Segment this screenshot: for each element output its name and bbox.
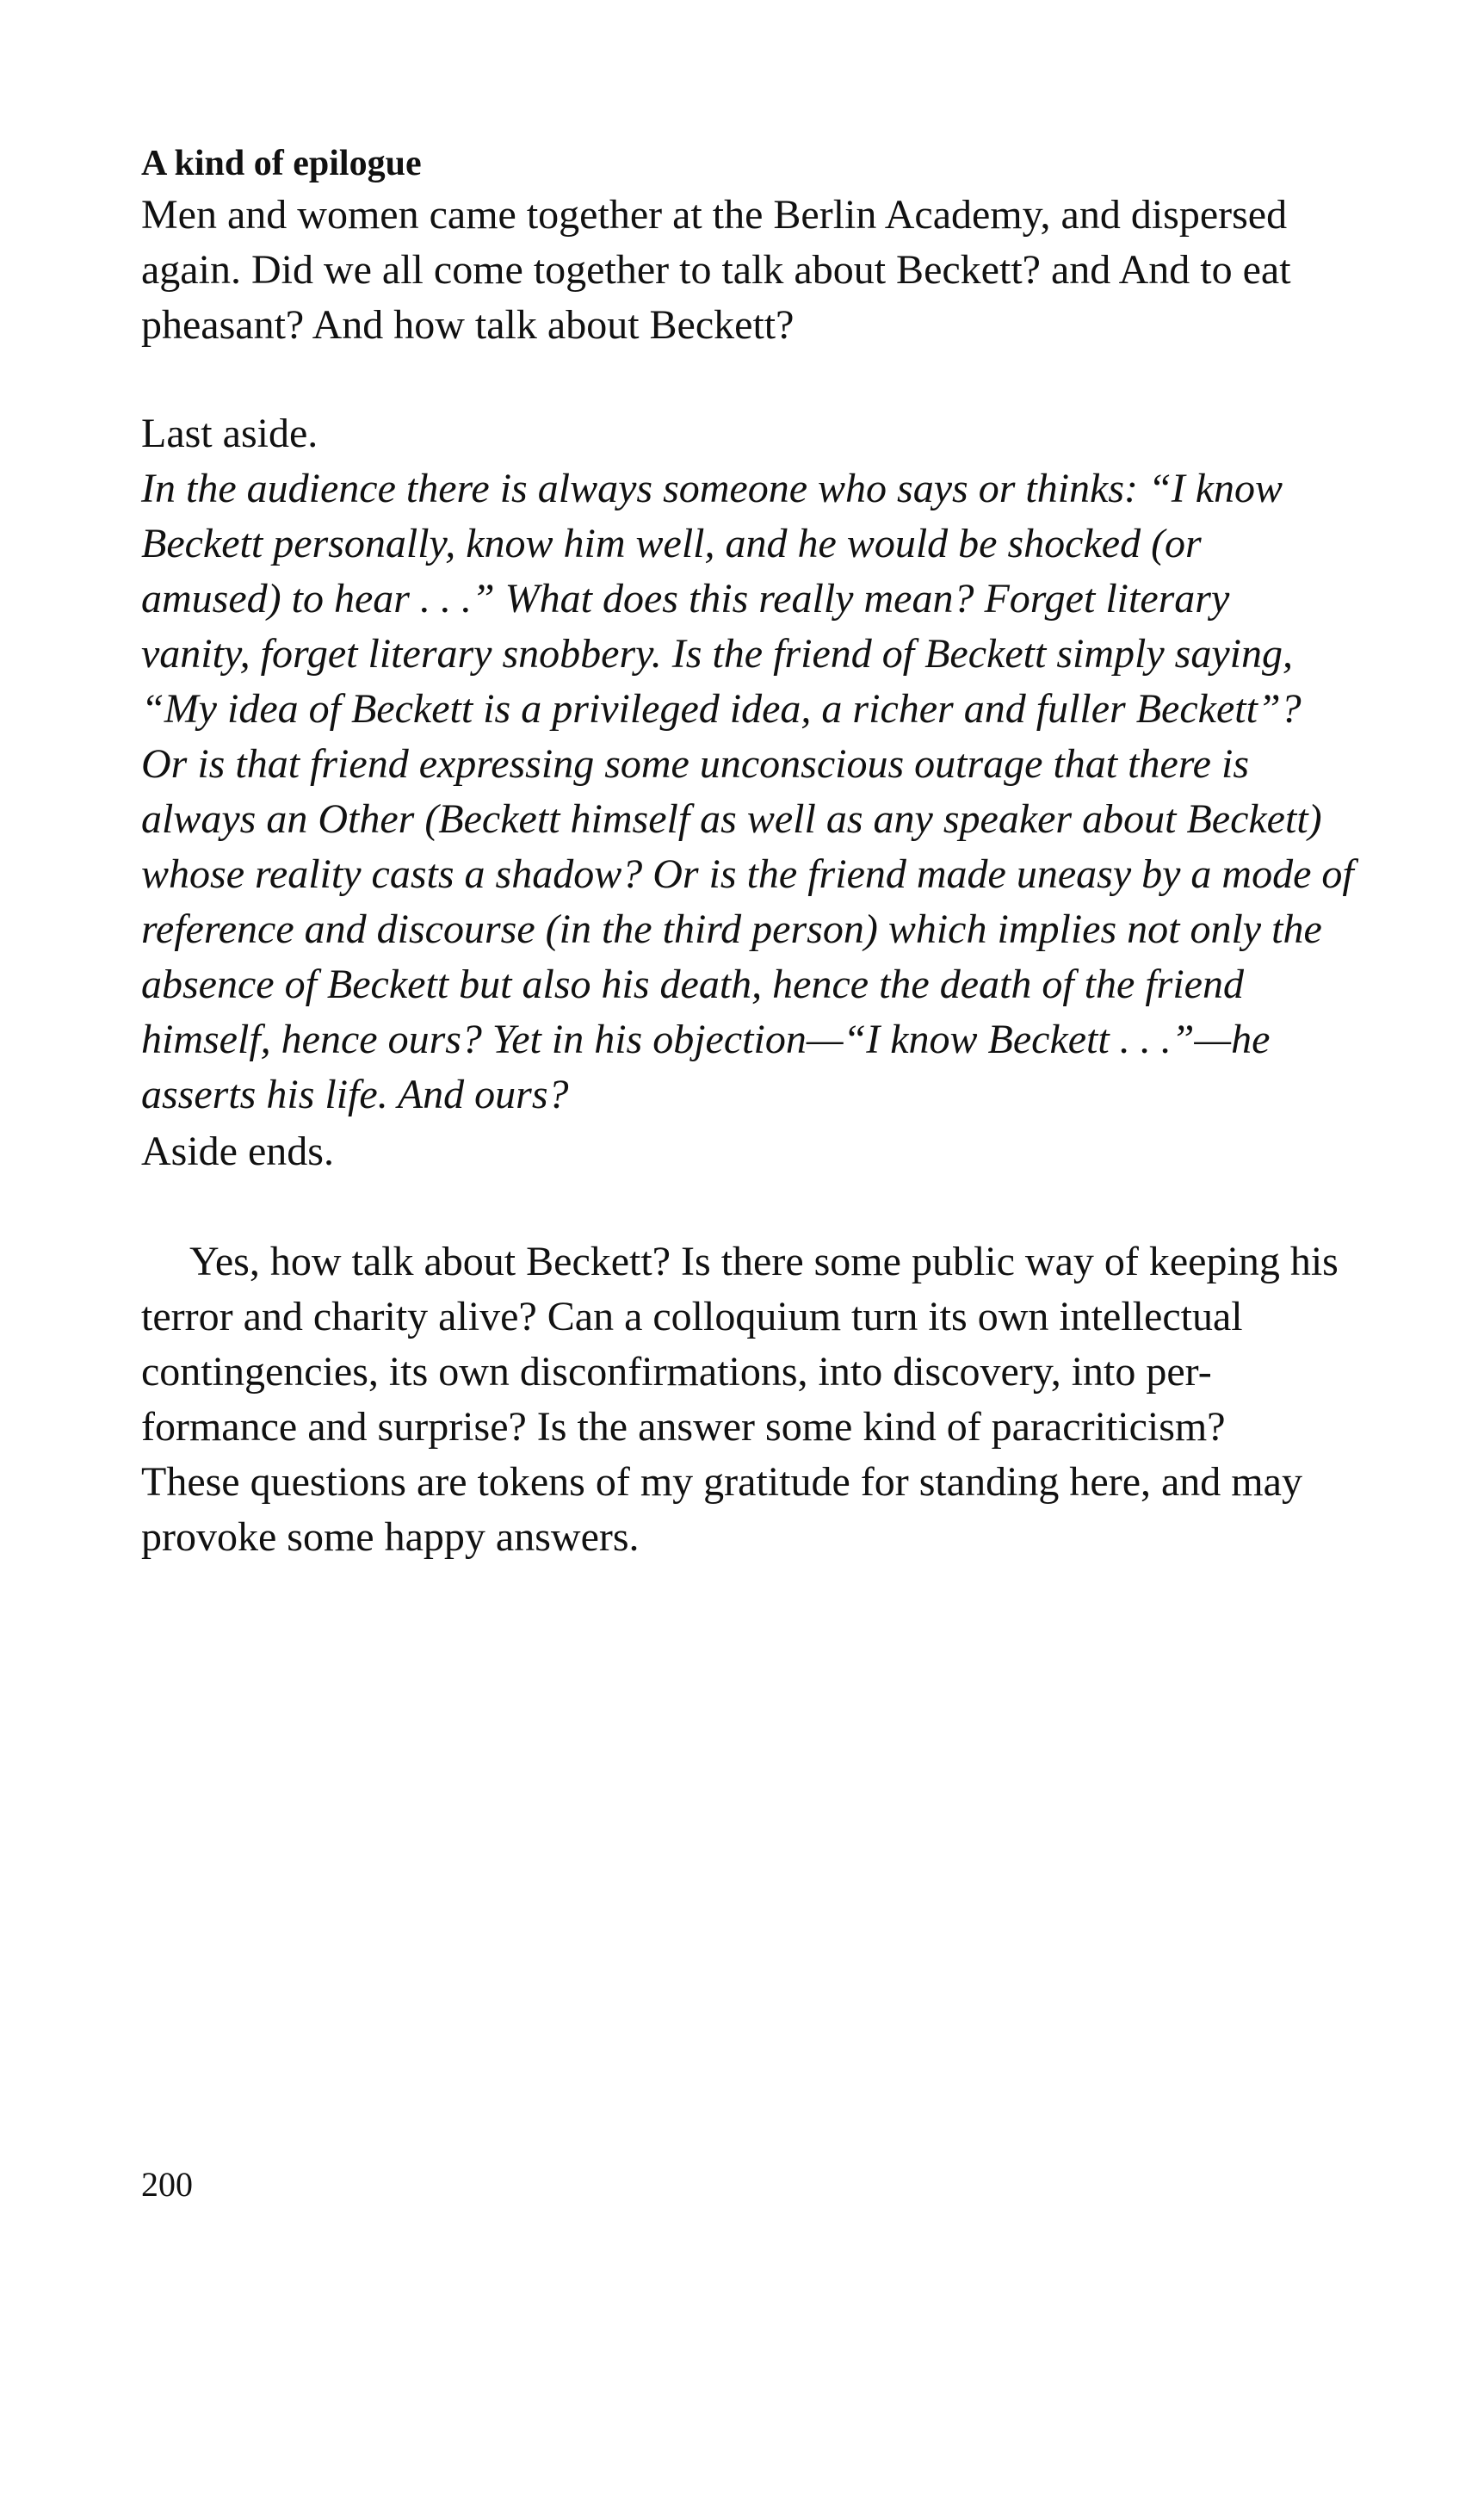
text-line: contingencies, its own disconfirmations, into discovery, into per- (141, 1349, 1212, 1395)
text-line: “My idea of Beckett is a privileged idea, a richer and fuller Beckett”? (141, 686, 1302, 732)
intro-paragraph (141, 188, 1363, 353)
text-line: These questions are tokens of my gratitude for standing here, and may (141, 1459, 1302, 1505)
text-line: In the audience there is always someone who says or thinks: “I know (141, 466, 1283, 511)
text-line: Men and women came together at the Berlin Academy, and dispersed (141, 192, 1288, 238)
aside-open-line: Last aside. (141, 411, 318, 456)
aside-closing (141, 1124, 1363, 1179)
section-heading: A kind of epilogue (141, 144, 422, 183)
text-line: always an Other (Beckett himself as well as any speaker about Beckett) (141, 796, 1322, 842)
aside-paragraph (141, 461, 1363, 1123)
text-line: asserts his life. And ours? (141, 1072, 569, 1117)
text-line: himself, hence ours? Yet in his objection—“I know Beckett . . .”—he (141, 1017, 1271, 1062)
aside-close-line: Aside ends. (141, 1129, 334, 1174)
text-line: absence of Beckett but also his death, hence the death of the friend (141, 962, 1244, 1007)
text-line: Beckett personally, know him well, and he would be shocked (or (141, 521, 1202, 566)
text-line: terror and charity alive? Can a colloquium turn its own intellectual (141, 1294, 1243, 1339)
text-line: formance and surprise? Is the answer some kind of paracriticism? (141, 1404, 1226, 1450)
text-line: reference and discourse (in the third person) which implies not only the (141, 906, 1322, 952)
text-line: amused) to hear . . .” What does this really mean? Forget literary (141, 576, 1230, 622)
text-line: provoke some happy answers. (141, 1514, 640, 1560)
text-line: vanity, forget literary snobbery. Is the friend of Beckett simply saying, (141, 631, 1293, 677)
aside-opening (141, 406, 1363, 461)
closing-paragraph (141, 1234, 1363, 1565)
text-line: Or is that friend expressing some unconscious outrage that there is (141, 741, 1249, 787)
page-number: 200 (141, 2165, 193, 2204)
text-line: whose reality casts a shadow? Or is the friend made uneasy by a mode of (141, 851, 1354, 897)
text-line: again. Did we all come together to talk about Beckett? and And to eat (141, 247, 1291, 293)
text-line: pheasant? And how talk about Beckett? (141, 302, 795, 348)
text-line: Yes, how talk about Beckett? Is there some public way of keeping his (189, 1239, 1339, 1284)
